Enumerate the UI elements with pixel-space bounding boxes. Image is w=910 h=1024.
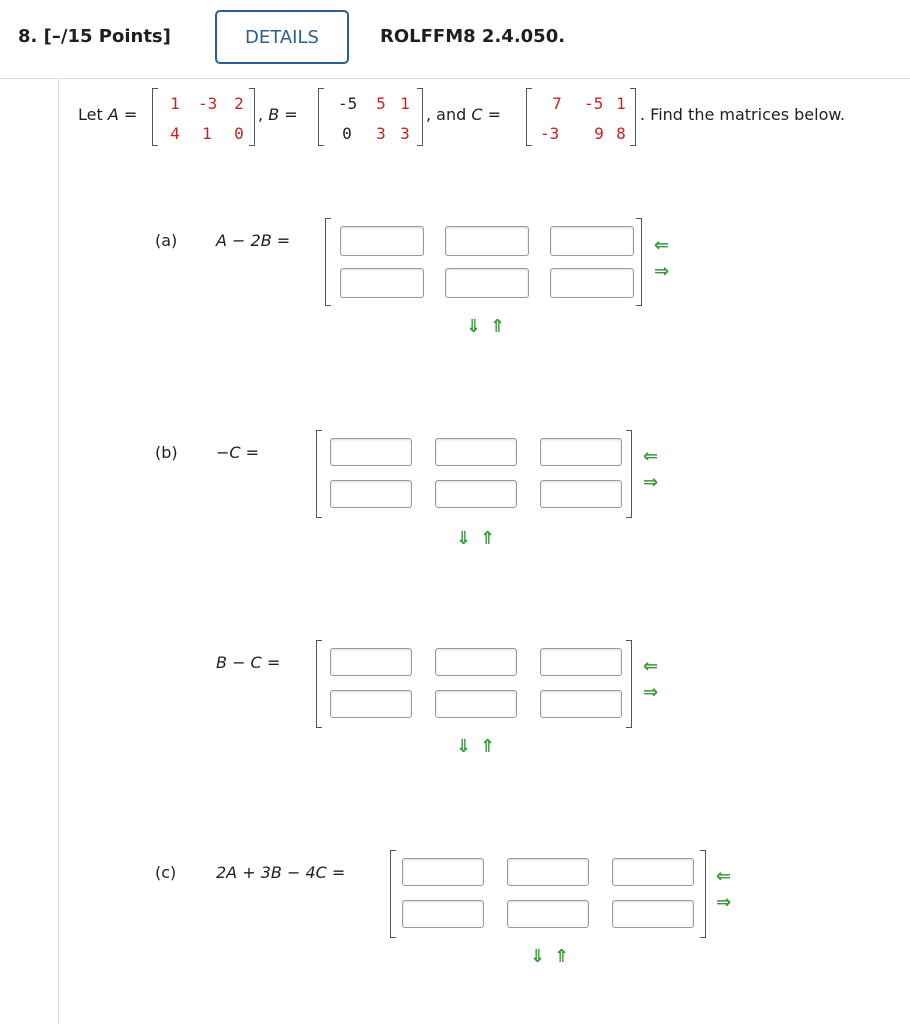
add-row-arrow-icon[interactable]: ⇓ — [456, 528, 472, 549]
answer-matrix-right-bracket — [700, 850, 706, 938]
answer-matrix-right-bracket — [636, 218, 642, 306]
part-c-expression: 2A + 3B − 4C = — [216, 863, 346, 882]
matrix-c-right-bracket — [630, 88, 636, 146]
matrix-cell-input[interactable] — [340, 268, 424, 298]
matrix-cell-input[interactable] — [435, 690, 517, 718]
remove-row-arrow-icon[interactable]: ⇑ — [490, 316, 506, 337]
matrix-cell-input[interactable] — [540, 480, 622, 508]
matrix-b-value: 3 — [400, 124, 410, 143]
matrix-cell-input[interactable] — [330, 690, 412, 718]
remove-column-arrow-icon[interactable]: ⇐ — [643, 446, 659, 467]
add-column-arrow-icon[interactable]: ⇒ — [643, 472, 659, 493]
matrix-cell-input[interactable] — [507, 858, 589, 886]
matrix-b-value: 1 — [400, 94, 410, 113]
part-b-second-expression: B − C = — [216, 653, 281, 672]
matrix-a-value: 2 — [234, 94, 244, 113]
matrix-a-value: 0 — [234, 124, 244, 143]
matrix-c-value: -3 — [540, 124, 560, 143]
add-column-arrow-icon[interactable]: ⇒ — [654, 261, 670, 282]
find-text: . Find the matrices below. — [640, 105, 846, 124]
matrix-b-value: 3 — [376, 124, 386, 143]
matrix-b-value: 0 — [342, 124, 352, 143]
matrix-cell-input[interactable] — [435, 480, 517, 508]
matrix-cell-input[interactable] — [330, 438, 412, 466]
matrix-c-value: 9 — [594, 124, 604, 143]
matrix-cell-input[interactable] — [435, 648, 517, 676]
part-b-label: (b) — [155, 443, 178, 462]
matrix-c-value: -5 — [584, 94, 604, 113]
part-b-expression: −C = — [216, 443, 260, 462]
add-row-arrow-icon[interactable]: ⇓ — [466, 316, 482, 337]
answer-matrix-left-bracket — [316, 430, 322, 518]
answer-matrix-left-bracket — [325, 218, 331, 306]
matrix-b-value: -5 — [338, 94, 358, 113]
remove-row-arrow-icon[interactable]: ⇑ — [554, 946, 570, 967]
remove-column-arrow-icon[interactable]: ⇐ — [643, 656, 659, 677]
matrix-c-left-bracket — [526, 88, 532, 146]
matrix-cell-input[interactable] — [402, 900, 484, 928]
matrix-a-value: 1 — [202, 124, 212, 143]
matrix-c-value: 7 — [552, 94, 562, 113]
matrix-cell-input[interactable] — [612, 858, 694, 886]
answer-matrix-right-bracket — [626, 640, 632, 728]
remove-column-arrow-icon[interactable]: ⇐ — [716, 866, 732, 887]
remove-row-arrow-icon[interactable]: ⇑ — [480, 528, 496, 549]
remove-row-arrow-icon[interactable]: ⇑ — [480, 736, 496, 757]
matrix-a-value: -3 — [198, 94, 218, 113]
part-a-expression: A − 2B = — [216, 231, 291, 250]
matrix-cell-input[interactable] — [330, 480, 412, 508]
add-row-arrow-icon[interactable]: ⇓ — [530, 946, 546, 967]
matrix-cell-input[interactable] — [612, 900, 694, 928]
matrix-cell-input[interactable] — [540, 438, 622, 466]
question-header — [0, 0, 910, 79]
details-button[interactable]: DETAILS — [215, 10, 349, 64]
left-divider — [58, 79, 59, 1024]
part-a-label: (a) — [155, 231, 178, 250]
matrix-cell-input[interactable] — [550, 226, 634, 256]
matrix-cell-input[interactable] — [540, 648, 622, 676]
let-text: Let A = — [78, 105, 138, 124]
matrix-a-value: 4 — [170, 124, 180, 143]
matrix-cell-input[interactable] — [550, 268, 634, 298]
matrix-a-value: 1 — [170, 94, 180, 113]
answer-matrix-right-bracket — [626, 430, 632, 518]
part-c-label: (c) — [155, 863, 177, 882]
matrix-cell-input[interactable] — [435, 438, 517, 466]
problem-code: ROLFFM8 2.4.050. — [380, 26, 566, 47]
matrix-a-right-bracket — [249, 88, 255, 146]
matrix-b-value: 5 — [376, 94, 386, 113]
matrix-c-value: 8 — [616, 124, 626, 143]
matrix-cell-input[interactable] — [330, 648, 412, 676]
question-number: 8. [–/15 Points] — [18, 26, 171, 47]
matrix-cell-input[interactable] — [540, 690, 622, 718]
add-column-arrow-icon[interactable]: ⇒ — [643, 682, 659, 703]
c-label: , and C = — [426, 105, 502, 124]
answer-matrix-left-bracket — [316, 640, 322, 728]
matrix-cell-input[interactable] — [507, 900, 589, 928]
matrix-cell-input[interactable] — [445, 226, 529, 256]
add-row-arrow-icon[interactable]: ⇓ — [456, 736, 472, 757]
add-column-arrow-icon[interactable]: ⇒ — [716, 892, 732, 913]
b-label: , B = — [258, 105, 298, 124]
matrix-a-left-bracket — [152, 88, 158, 146]
matrix-cell-input[interactable] — [340, 226, 424, 256]
matrix-b-right-bracket — [417, 88, 423, 146]
matrix-cell-input[interactable] — [402, 858, 484, 886]
answer-matrix-left-bracket — [390, 850, 396, 938]
matrix-b-left-bracket — [318, 88, 324, 146]
remove-column-arrow-icon[interactable]: ⇐ — [654, 235, 670, 256]
matrix-c-value: 1 — [616, 94, 626, 113]
matrix-cell-input[interactable] — [445, 268, 529, 298]
